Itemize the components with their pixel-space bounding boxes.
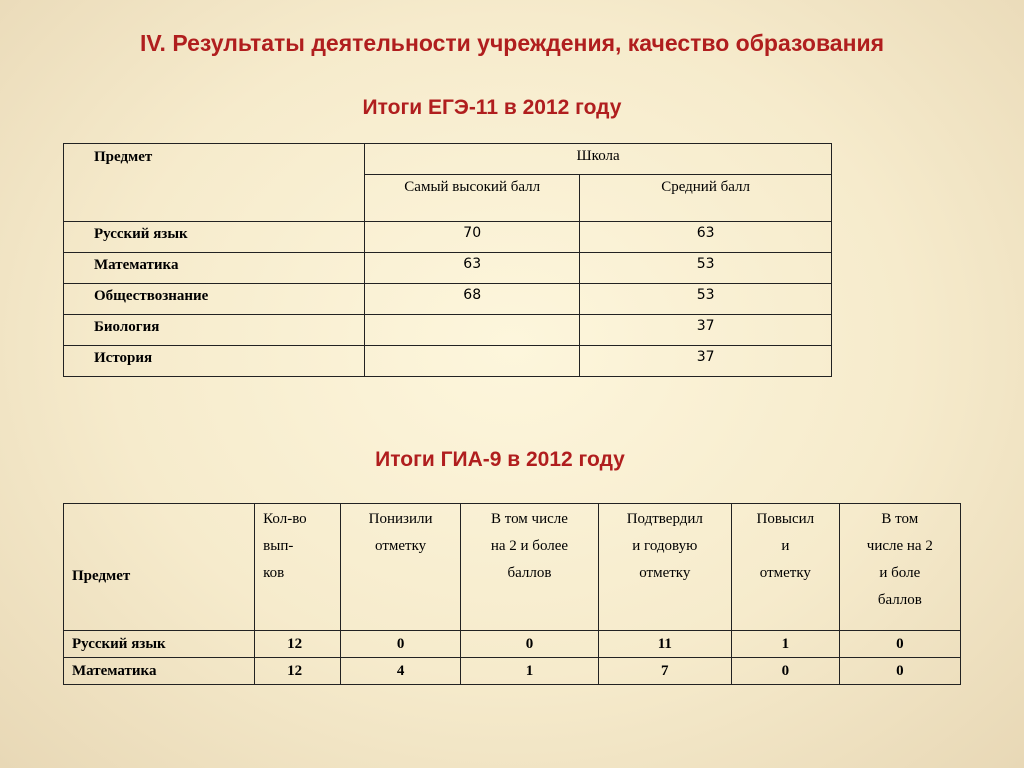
gia-header-confirmed-line: отметку: [639, 565, 691, 581]
gia-header-subject: Предмет: [64, 504, 255, 631]
gia-header-raised-line: Повысил: [756, 511, 815, 527]
table-row: [64, 253, 832, 284]
subject-cell: Математика: [64, 253, 365, 284]
gia-header-count: [255, 504, 341, 631]
lowered-cell: 0: [340, 631, 461, 658]
gia-header-count-line: вып-: [263, 538, 294, 554]
gia-header-raised-line: и: [781, 538, 790, 554]
table-row: [64, 315, 832, 346]
gia-header-raised-by-2-line: баллов: [877, 592, 922, 608]
lowered-by-2-cell: 1: [461, 658, 598, 685]
subject-cell: Русский язык: [64, 222, 365, 253]
gia-header-lowered-line: отметку: [375, 538, 427, 554]
subject-cell: Русский язык: [64, 631, 255, 658]
count-cell: 12: [255, 631, 341, 658]
avg-score-cell: 53: [580, 284, 832, 315]
gia-header-confirmed-line: Подтвердил: [626, 511, 703, 527]
gia-section-title: Итоги ГИА-9 в 2012 году: [375, 448, 625, 471]
avg-score-cell: 37: [580, 315, 832, 346]
table-row: [64, 631, 961, 658]
avg-score-cell: 53: [580, 253, 832, 284]
confirmed-cell: 11: [598, 631, 732, 658]
avg-score-cell: 63: [580, 222, 832, 253]
gia-header-raised: [732, 504, 840, 631]
gia-header-lowered-by-2-line: В том числе: [490, 511, 568, 527]
lowered-cell: 4: [340, 658, 461, 685]
ege-results-table: [63, 143, 832, 377]
gia-header-confirmed: [598, 504, 732, 631]
ege-header-subject: Предмет: [64, 144, 365, 222]
gia-header-count-line: Кол-во: [263, 511, 307, 527]
gia-header-count-line: ков: [263, 565, 285, 581]
count-cell: 12: [255, 658, 341, 685]
gia-header-lowered: [340, 504, 461, 631]
gia-header-lowered-by-2-line: баллов: [507, 565, 552, 581]
table-row: [64, 658, 961, 685]
gia-results-table: [63, 503, 961, 685]
gia-header-raised-by-2-line: В том: [881, 511, 919, 527]
gia-header-lowered-line: Понизили: [368, 511, 433, 527]
subject-cell: История: [64, 346, 365, 377]
ege-header-school: Школа: [365, 144, 832, 175]
ege-header-avg: Средний балл: [580, 175, 832, 222]
subject-cell: Обществознание: [64, 284, 365, 315]
gia-header-raised-by-2-line: числе на 2: [866, 538, 933, 554]
max-score-cell: 70: [365, 222, 580, 253]
raised-cell: 1: [732, 631, 840, 658]
subject-cell: Математика: [64, 658, 255, 685]
subject-cell: Биология: [64, 315, 365, 346]
ege-section-title: Итоги ЕГЭ-11 в 2012 году: [362, 96, 622, 119]
avg-score-cell: 37: [580, 346, 832, 377]
max-score-cell: 63: [365, 253, 580, 284]
max-score-cell: [365, 346, 580, 377]
gia-header-lowered-by-2-line: на 2 и более: [490, 538, 569, 554]
table-row: [64, 222, 832, 253]
raised-by-2-cell: 0: [839, 658, 960, 685]
lowered-by-2-cell: 0: [461, 631, 598, 658]
ege-header-max: Самый высокий балл: [365, 175, 580, 222]
page-title: IV. Результаты деятельности учреждения, качество образования: [139, 30, 885, 56]
confirmed-cell: 7: [598, 658, 732, 685]
raised-cell: 0: [732, 658, 840, 685]
table-row: [64, 284, 832, 315]
gia-header-raised-line: отметку: [759, 565, 811, 581]
gia-header-confirmed-line: и годовую: [632, 538, 698, 554]
gia-header-lowered-by-2: [461, 504, 598, 631]
gia-header-raised-by-2: [839, 504, 960, 631]
gia-header-raised-by-2-line: и боле: [879, 565, 921, 581]
max-score-cell: [365, 315, 580, 346]
table-row: [64, 346, 832, 377]
raised-by-2-cell: 0: [839, 631, 960, 658]
max-score-cell: 68: [365, 284, 580, 315]
